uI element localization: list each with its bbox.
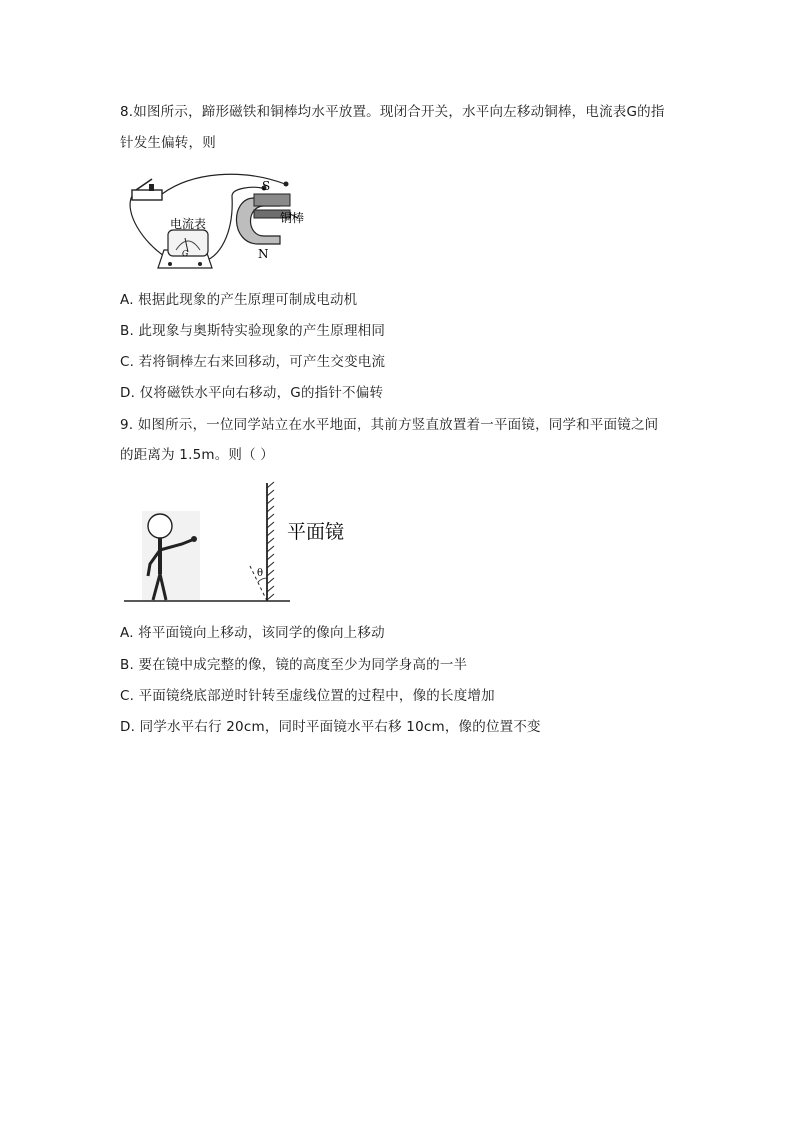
- q9-option-b: B. 要在镜中成完整的像，镜的高度至少为同学身高的一半: [120, 657, 468, 673]
- q8-option-b: B. 此现象与奥斯特实验现象的产生原理相同: [120, 323, 386, 339]
- q9-figure: [120, 478, 370, 608]
- wire-left: [130, 196, 167, 258]
- ammeter-symbol: G: [182, 249, 189, 258]
- plane-mirror-diagram: [120, 478, 370, 608]
- q8-stem-line1: 8.如图所示，蹄形磁铁和铜棒均水平放置。现闭合开关，水平向左移动铜棒，电流表G的指: [120, 104, 665, 120]
- switch-contact: [149, 184, 154, 191]
- pole-n-label: N: [258, 247, 269, 261]
- q8-option-c: C. 若将铜棒左右来回移动，可产生交变电流: [120, 354, 386, 370]
- q8-stem-line2: 针发生偏转，则: [120, 135, 216, 151]
- q8-option-a: A. 根据此现象的产生原理可制成电动机: [120, 292, 358, 308]
- person-head: [148, 514, 172, 538]
- person-right-hand: [191, 536, 197, 542]
- rod-label: 铜棒: [280, 211, 305, 225]
- mirror-hatching: [267, 482, 274, 600]
- terminal-right: [284, 182, 289, 187]
- q9-stem-line1: 9. 如图所示，一位同学站立在水平地面，其前方竖直放置着一平面镜，同学和平面镜之间: [120, 417, 659, 433]
- q9-option-c: C. 平面镜绕底部逆时针转至虚线位置的过程中，像的长度增加: [120, 688, 495, 704]
- electromagnetic-induction-diagram: [122, 172, 322, 276]
- angle-label: θ: [257, 568, 264, 579]
- q9-option-a: A. 将平面镜向上移动，该同学的像向上移动: [120, 625, 385, 641]
- q9-stem-line2: 的距离为 1.5m。则（ ）: [120, 447, 275, 463]
- mirror-label: 平面镜: [287, 521, 345, 543]
- q8-figure: [122, 172, 322, 276]
- q8-option-d: D. 仅将磁铁水平向右移动，G的指针不偏转: [120, 385, 384, 401]
- switch-base: [132, 190, 162, 200]
- ammeter-label: 电流表: [170, 217, 207, 231]
- q9-option-d: D. 同学水平右行 20cm，同时平面镜水平右移 10cm，像的位置不变: [120, 719, 541, 735]
- ammeter-terminal-left: [168, 262, 172, 266]
- pole-s-label: S: [262, 179, 271, 193]
- ammeter-terminal-right: [198, 262, 202, 266]
- magnet-s-pole: [254, 194, 290, 206]
